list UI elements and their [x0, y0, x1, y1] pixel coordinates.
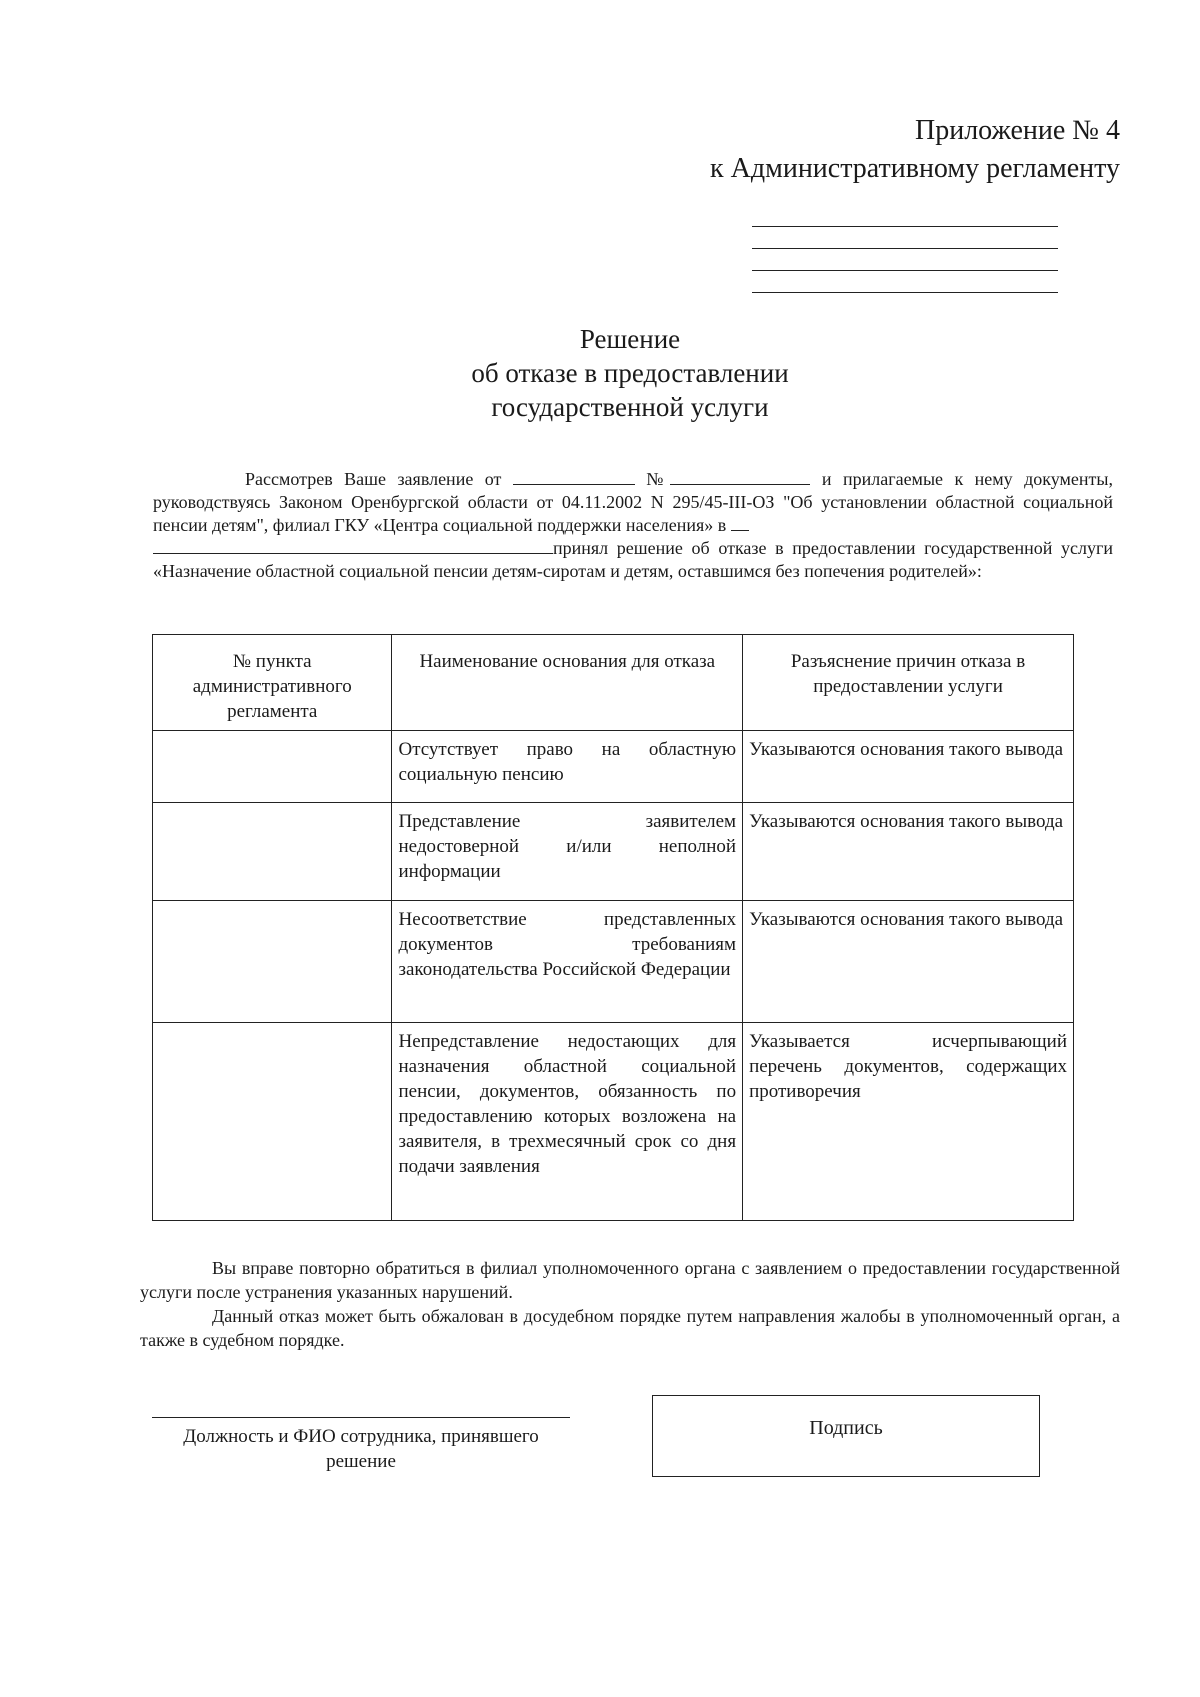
- refusal-reasons-table: [152, 634, 1074, 1221]
- cell-explanation: Указывается исчерпывающий перечень документов, содержащих противоречия: [743, 1023, 1074, 1221]
- application-number-blank: [670, 470, 810, 485]
- cell-reason: Отсутствует право на областную социальную пенсию: [392, 731, 743, 803]
- cell-reason: Представление заявителем недостоверной и/или неполной информации: [392, 803, 743, 901]
- appeal-paragraph: Данный отказ может быть обжалован в досудебном порядке путем направления жалобы в уполномоченный орган, а также в судебном порядке.: [140, 1306, 1120, 1350]
- table-row: [153, 1023, 1074, 1221]
- addressee-line: [752, 270, 1058, 271]
- employee-signature-line: [152, 1417, 570, 1418]
- addressee-blank-lines: [752, 226, 1058, 314]
- header-explanation: Разъяснение причин отказа в предоставлении услуги: [743, 635, 1074, 731]
- intro-text-3: принял решение об отказе в предоставлении государственной услуги «Назначение областной социальной пенсии детям-сиротам и детям, оставшимся без попечения родителей»:: [153, 538, 1113, 581]
- cell-clause: [153, 731, 392, 803]
- cell-explanation: Указываются основания такого вывода: [743, 803, 1074, 901]
- table-row: [153, 731, 1074, 803]
- table-row: [153, 901, 1074, 1023]
- intro-text-1: Рассмотрев Ваше заявление от: [245, 469, 502, 489]
- signature-label: Подпись: [809, 1417, 883, 1439]
- cell-clause: [153, 803, 392, 901]
- employee-caption: Должность и ФИО сотрудника, принявшего решение: [183, 1426, 539, 1472]
- document-title: [330, 322, 930, 424]
- cell-reason: Непредставление недостающих для назначения областной социальной пенсии, документов, обязанность по предоставлению которых возложена на заявителя, в трехмесячный срок со дня подачи заявления: [392, 1023, 743, 1221]
- intro-number-sign: №: [646, 469, 671, 489]
- title-line-1: Решение: [579, 324, 681, 354]
- table-row: [153, 803, 1074, 901]
- cell-explanation: Указываются основания такого вывода: [743, 901, 1074, 1023]
- signature-box: [652, 1395, 1040, 1477]
- cell-reason: Несоответствие представленных документов требованиям законодательства Российской Федерации: [392, 901, 743, 1023]
- title-line-3: государственной услуги: [491, 392, 769, 422]
- addressee-line: [752, 292, 1058, 293]
- branch-name-blank: [153, 539, 553, 554]
- application-date-blank: [513, 470, 635, 485]
- cell-clause: [153, 901, 392, 1023]
- header-clause: № пункта административного регламента: [153, 635, 392, 731]
- intro-text-2: и прилагаемые к нему документы, руководствуясь Законом Оренбургской области от 04.11.2002 N 295/45-III-ОЗ "Об установлении областной социальной пенсии детям", филиал ГКУ «Центра социальной поддержки населения» в: [153, 469, 1114, 535]
- intro-paragraph: [153, 468, 1113, 583]
- appendix-number: Приложение № 4: [915, 115, 1120, 146]
- header-reason: Наименование основания для отказа: [392, 635, 743, 731]
- reapply-paragraph: Вы вправе повторно обратиться в филиал уполномоченного органа с заявлением о предоставлении государственной услуги после устранения указанных нарушений.: [140, 1258, 1120, 1302]
- cell-clause: [153, 1023, 392, 1221]
- addressee-line: [752, 248, 1058, 249]
- addressee-line: [752, 226, 1058, 227]
- appendix-header: [600, 112, 1120, 188]
- table-header-row: [153, 635, 1074, 731]
- cell-explanation: Указываются основания такого вывода: [743, 731, 1074, 803]
- appendix-reference: к Административному регламенту: [710, 153, 1120, 184]
- title-line-2: об отказе в предоставлении: [471, 358, 789, 388]
- location-blank-end: [731, 516, 749, 531]
- closing-text: [140, 1256, 1120, 1352]
